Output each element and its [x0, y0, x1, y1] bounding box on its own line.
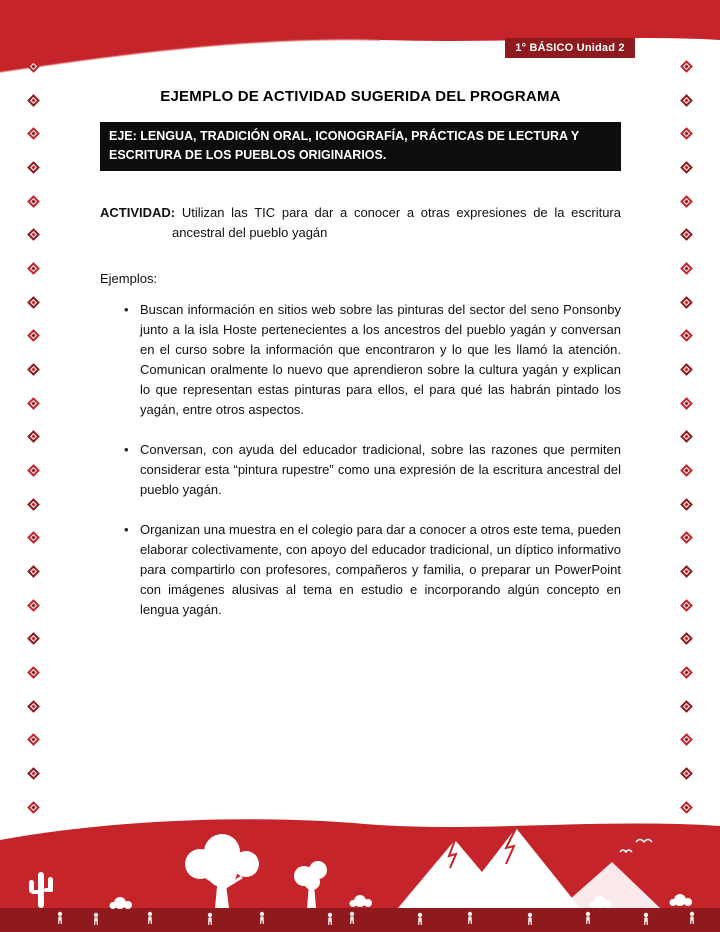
diamond-ornament-icon	[680, 633, 693, 646]
diamond-ornament-icon	[27, 767, 40, 780]
diamond-ornament-icon	[27, 94, 40, 107]
diamond-ornament-icon	[680, 700, 693, 713]
diamond-ornament-icon	[680, 195, 693, 208]
examples-label: Ejemplos:	[100, 270, 158, 286]
eje-banner-text: EJE: LENGUA, TRADICIÓN ORAL, ICONOGRAFÍA, PRÁCTICAS DE LECTURA Y ESCRITURA DE LOS PUEBLOS ORIGINARIOS.	[109, 129, 579, 163]
diamond-ornament-icon	[27, 262, 40, 275]
examples-list	[100, 300, 621, 620]
diamond-ornament-icon	[680, 397, 693, 410]
activity-text: Utilizan las TIC para dar a conocer a otras expresiones de la escritura ancestral del pueblo yagán	[172, 204, 621, 240]
diamond-ornament-icon	[27, 330, 40, 343]
diamond-ornament-icon	[27, 397, 40, 410]
diamond-ornament-icon	[680, 532, 693, 545]
diamond-ornament-icon	[27, 532, 40, 545]
diamond-ornament-icon	[680, 363, 693, 376]
right-ornament-column	[679, 62, 693, 812]
diamond-ornament-icon	[680, 262, 693, 275]
diamond-ornament-icon	[27, 666, 40, 679]
diamond-ornament-icon	[27, 228, 40, 241]
document-content	[100, 80, 621, 640]
diamond-ornament-icon	[27, 633, 40, 646]
diamond-ornament-icon	[680, 127, 693, 140]
diamond-ornament-icon	[27, 565, 40, 578]
diamond-ornament-icon	[680, 599, 693, 612]
diamond-ornament-icon	[680, 431, 693, 444]
diamond-ornament-icon	[27, 431, 40, 444]
diamond-ornament-icon	[27, 464, 40, 477]
page-title: EJEMPLO DE ACTIVIDAD SUGERIDA DEL PROGRAMA	[160, 88, 561, 105]
diamond-ornament-icon	[680, 296, 693, 309]
diamond-ornament-icon	[27, 363, 40, 376]
diamond-ornament-icon	[680, 767, 693, 780]
diamond-ornament-icon	[680, 801, 693, 814]
diamond-ornament-icon	[680, 94, 693, 107]
example-bullet-text: Buscan información en sitios web sobre las pinturas del sector del seno Ponsonby junto a la isla Hoste pertenecientes a los ancestros del pueblo yagán y conversan en el curso sobre la información que encontraron y lo que les llamó la atención. Comunican oralmente lo nuevo que aprendieron sobre la cultura yagán y explican lo que representan estas pinturas para ellos, el para qué las habrán pintado los yagán, entre otros aspectos.	[140, 301, 621, 417]
diamond-ornament-icon	[680, 498, 693, 511]
eje-banner	[100, 122, 621, 171]
example-bullet	[100, 300, 621, 420]
left-ornament-column	[26, 62, 40, 812]
diamond-ornament-icon	[27, 60, 40, 73]
activity-paragraph	[100, 203, 621, 243]
diamond-ornament-icon	[680, 565, 693, 578]
diamond-ornament-icon	[27, 801, 40, 814]
diamond-ornament-icon	[680, 60, 693, 73]
diamond-ornament-icon	[27, 296, 40, 309]
diamond-ornament-icon	[680, 228, 693, 241]
diamond-ornament-icon	[27, 498, 40, 511]
example-bullet	[100, 440, 621, 500]
diamond-ornament-icon	[27, 127, 40, 140]
footer-illustration	[0, 814, 720, 932]
diamond-ornament-icon	[680, 464, 693, 477]
unit-badge-label: 1° BÁSICO Unidad 2	[515, 42, 625, 54]
diamond-ornament-icon	[680, 161, 693, 174]
example-bullet-text: Conversan, con ayuda del educador tradicional, sobre las razones que permiten considerar esta “pintura rupestre” como una expresión de la escritura ancestral del pueblo yagán.	[140, 441, 621, 497]
diamond-ornament-icon	[27, 599, 40, 612]
diamond-ornament-icon	[27, 195, 40, 208]
diamond-ornament-icon	[680, 734, 693, 747]
diamond-ornament-icon	[27, 161, 40, 174]
diamond-ornament-icon	[680, 666, 693, 679]
diamond-ornament-icon	[27, 700, 40, 713]
diamond-ornament-icon	[680, 330, 693, 343]
unit-badge	[505, 38, 635, 58]
diamond-ornament-icon	[27, 734, 40, 747]
example-bullet-text: Organizan una muestra en el colegio para dar a conocer a otros este tema, pueden elaborar colectivamente, con apoyo del educador tradicional, un díptico informativo para compartirlo con profesores, compañeros y familia, o preparar un PowerPoint con imágenes alusivas al tema en estudio e incorporando algún concepto en lengua yagán.	[140, 521, 621, 617]
example-bullet	[100, 520, 621, 620]
activity-label: ACTIVIDAD:	[100, 204, 176, 220]
